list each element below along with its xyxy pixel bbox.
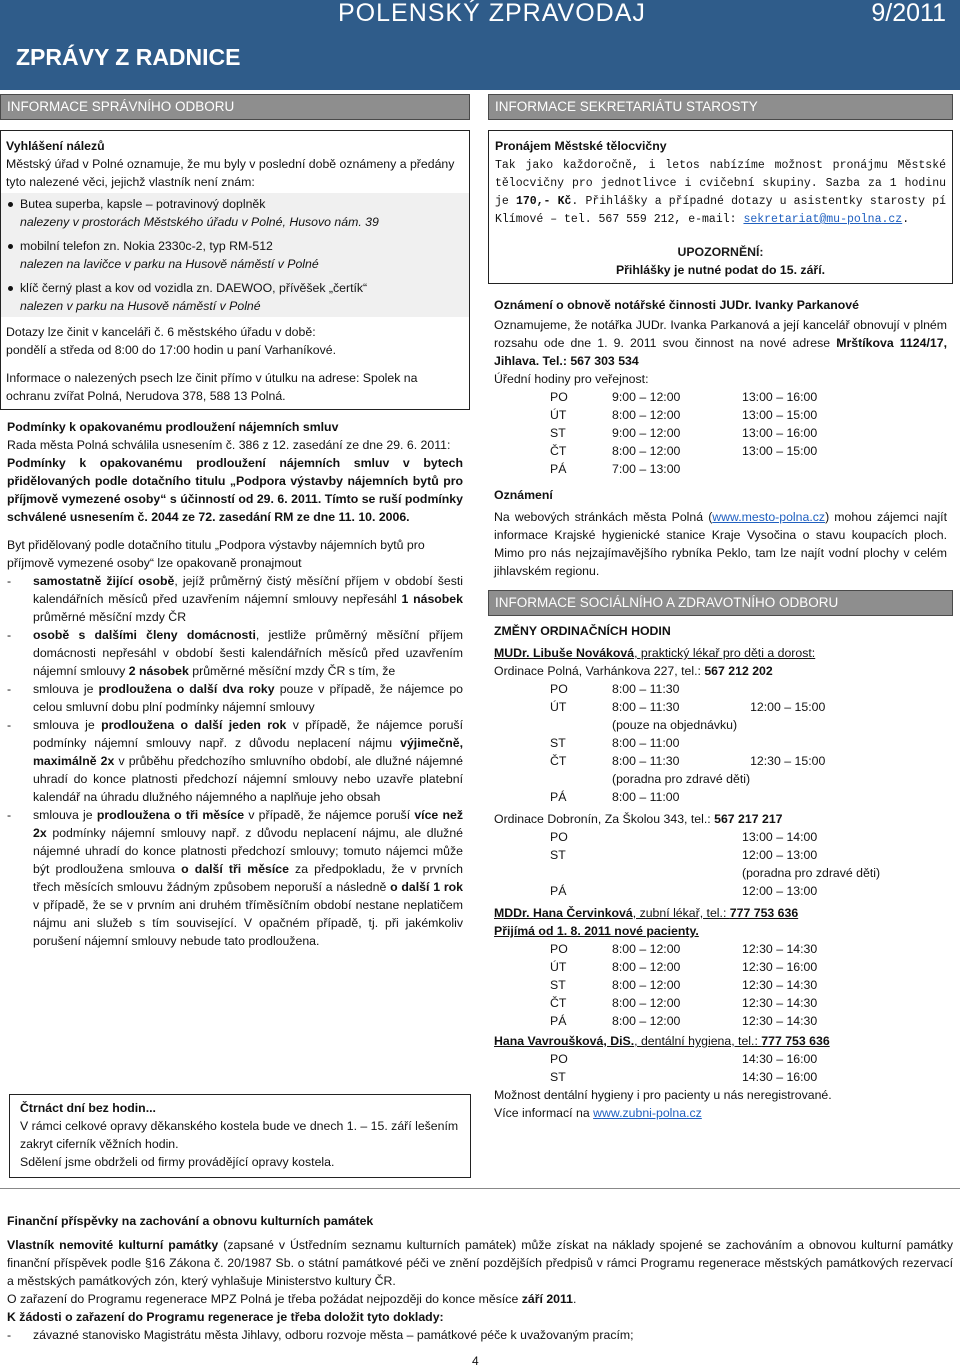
day-cell: ST [550, 848, 566, 862]
right-section-bar: INFORMACE SEKRETARIÁTU STAROSTY [488, 94, 953, 120]
found-item-location: nalezeny v prostorách Městského úřadu v Polné, Husovo nám. 39 [20, 215, 379, 229]
doctor-1-hours-2 [550, 828, 902, 900]
time-cell: 12:00 – 15:00 [750, 700, 826, 714]
found-item: Butea superba, kapsle – potravinový doplněk [6, 195, 464, 213]
day-cell: ST [550, 736, 566, 750]
doctor-1-office-1: Ordinace Polná, Varhánkova 227, tel.: 567 212 202 [494, 664, 773, 678]
notice-title: Oznámení [494, 488, 553, 502]
day-cell: ÚT [550, 700, 567, 714]
page-number: 4 [472, 1354, 479, 1368]
hours-row [550, 864, 902, 882]
publication-title: POLENSKÝ ZPRAVODAJ [338, 0, 646, 27]
church-box [9, 1094, 471, 1178]
doctor-1-office-2: Ordinace Dobronín, Za Školou 343, tel.: 567 217 217 [494, 812, 783, 826]
time-cell: (pouze na objednávku) [612, 718, 738, 732]
hours-row [550, 828, 902, 846]
left-section-bar: INFORMACE SPRÁVNÍHO ODBORU [0, 94, 470, 120]
doctors-section [488, 616, 953, 1122]
time-cell: (poradna pro zdravé děti) [612, 772, 751, 786]
hours-row [550, 716, 900, 734]
time-cell [612, 1050, 742, 1068]
monuments-title: Finanční příspěvky na zachování a obnovu kulturních památek [7, 1214, 374, 1228]
hours-row [550, 770, 900, 788]
header-band [0, 0, 960, 90]
day-cell: PO [550, 1052, 568, 1066]
hours-row [550, 846, 902, 864]
lease-condition-item: - smlouva je prodloužena o tři měsíce v případě, že nájemce poruší více než 2x podmínky nájemní smlouvy např. z důvodu neplacení nájmu, ale dlužné nájemné uhradí do konce platnosti předchozí smlouvy; tomuto nájemci může být prodloužena smlouva o další tři měsíce za předpokladu, že v prvních třech měsících smlouvu žádným způsobem neporuší a následně o další 1 rok v případě, že se v prvním ani druhém tříměsíčním období nestane neplatičem nájmu ani služeb s tím související. V opačném případě, tj. při jakémkoliv porušení nájemní smlouvy nebude tato prodloužena. [7, 806, 463, 950]
time-cell [612, 1068, 742, 1086]
finds-title: Vyhlášení nálezů [6, 139, 105, 153]
hours-row [550, 994, 892, 1012]
doctor-2-hours [550, 940, 892, 1030]
finds-box [0, 130, 470, 410]
finds-list [1, 193, 469, 317]
day-cell: ČT [550, 754, 567, 768]
time-cell [750, 734, 900, 752]
notary-text: Oznamujeme, že notářka JUDr. Ivanka Parkanová a její kancelář obnovují v plném rozsahu ode dne 1. 9. 2011 svou činnost na nové adrese Mrštíkova 1124/17, Jihlava. Tel.: 567 303 534 [494, 318, 947, 368]
time-cell: 9:00 – 12:00 [612, 426, 681, 440]
time-cell: 14:30 – 16:00 [742, 1052, 818, 1066]
found-item-location: nalezen na lavičce v parku na Husově náměstí v Polné [20, 257, 319, 271]
time-cell: 8:00 – 11:30 [612, 754, 680, 768]
lease-conditions: Podmínky k opakovanému prodloužení nájemních smluv v bytech přidělovaných podle dotačního titulu „Podpora výstavby nájemních bytů pro příjmově vymezené osoby“ s účinností od 29. 6. 2011. Tímto se ruší podmínky schválené usnesením č. 2044 ze 72. zasedání RM ze dne 11. 10. 2006. [7, 456, 463, 524]
doctor-3-hours [550, 1050, 892, 1086]
time-cell: 12:30 – 16:00 [742, 960, 818, 974]
time-cell: 8:00 – 12:00 [612, 960, 681, 974]
day-cell: PO [550, 682, 568, 696]
finds-contact-hours: pondělí a středa od 8:00 do 17:00 hodin u paní Varhaníkové. [6, 343, 336, 357]
hours-row [550, 424, 862, 442]
day-cell: PÁ [550, 884, 567, 898]
monuments-deadline: O zařazení do Programu regenerace MPZ Polná je třeba požádat nejpozději do konce měsíce září 2011. [7, 1292, 577, 1306]
monuments-docs-title: K žádosti o zařazení do Programu regenerace je třeba doložit tyto doklady: [7, 1310, 444, 1324]
day-cell: PO [550, 942, 568, 956]
bottom-divider [0, 1188, 960, 1189]
day-cell: ČT [550, 996, 567, 1010]
time-cell: 8:00 – 11:30 [612, 682, 680, 696]
time-cell: 8:00 – 12:00 [612, 942, 681, 956]
church-text: V rámci celkové opravy děkanského kostela bude ve dnech 1. – 15. září lešením zakryt ciferník věžních hodin. [20, 1119, 459, 1151]
doctor-1-hours-1 [550, 680, 900, 806]
time-cell: 12:30 – 15:00 [750, 754, 826, 768]
time-cell [750, 788, 900, 806]
day-cell: ST [550, 978, 566, 992]
time-cell: 8:00 – 12:00 [612, 444, 681, 458]
lease-condition-item: - smlouva je prodloužena o další dva roky pouze v případě, že nájemce po celou smluvní dobu plní podmínky nájemní smlouvy [7, 680, 463, 716]
time-cell: 8:00 – 12:00 [612, 1014, 681, 1028]
time-cell: 13:00 – 14:00 [742, 830, 818, 844]
hours-row [550, 1050, 892, 1068]
hours-row [550, 752, 900, 770]
notary-title: Oznámení o obnově notářské činnosti JUDr. Ivanky Parkanové [494, 298, 859, 312]
notary-section [488, 284, 953, 478]
time-cell: 13:00 – 15:00 [742, 444, 818, 458]
time-cell [612, 882, 742, 900]
hours-row [550, 388, 862, 406]
church-text-2: Sdělení jsme obdrželi od firmy provádějící opravy kostela. [20, 1155, 335, 1169]
changes-title: ZMĚNY ORDINAČNÍCH HODIN [494, 624, 671, 638]
time-cell [612, 846, 742, 864]
found-item: klíč černý plast a kov od vozidla zn. DAEWOO, přívěšek „čertík“ [6, 279, 464, 297]
time-cell: 7:00 – 13:00 [612, 462, 681, 476]
day-cell: ST [550, 426, 566, 440]
doctor-3-more: Více informací na www.zubni-polna.cz [494, 1106, 702, 1120]
time-cell: 12:30 – 14:30 [742, 1014, 818, 1028]
hours-row [550, 442, 862, 460]
lease-lead: Byt přidělovaný podle dotačního titulu „Podpora výstavby nájemních bytů pro příjmově vymezené osoby“ lze opakovaně pronajmout [7, 538, 425, 570]
day-cell [550, 864, 612, 882]
issue-number: 9/2011 [871, 0, 946, 27]
time-cell: 13:00 – 16:00 [742, 426, 818, 440]
hours-row [550, 698, 900, 716]
lease-title: Podmínky k opakovanému prodloužení nájemních smluv [7, 420, 339, 434]
time-cell: 8:00 – 11:00 [612, 736, 680, 750]
time-cell: 8:00 – 12:00 [612, 408, 681, 422]
hours-row [550, 1012, 892, 1030]
lease-condition-item: - samostatně žijící osobě, jejíž průměrný čistý měsíční příjem v období šesti kalendářních měsíců před uzavřením nájemní smlouvy nepřesáhl 1 násobek průměrné měsíční mzdy ČR [7, 572, 463, 626]
day-cell: PÁ [550, 1014, 567, 1028]
dental-website-link[interactable]: www.zubni-polna.cz [593, 1106, 702, 1120]
hours-row [550, 940, 892, 958]
day-cell: PO [550, 390, 568, 404]
time-cell [750, 770, 900, 788]
hours-row [550, 734, 900, 752]
gym-text: Tak jako každoročně, i letos nabízíme možnost pronájmu Městské tělocvičny pro jednotlivce i cvičební skupiny. Sazba za 1 hodinu je 170,- Kč. Přihlášky a případné dotazy u asistentky starosty pí Klímové – tel. 567 559 212, e-mail: sekretariat@mu-polna.cz. [495, 159, 946, 226]
hours-row [550, 680, 900, 698]
hours-row [550, 958, 892, 976]
monuments-text: Vlastník nemovité kulturní památky (zapsané v Ústředním seznamu kulturních památek) může získat na náklady spojené se zachováním a obnovou kulturní památky finanční příspěvek podle §16 Zákona č. 20/1987 Sb. o státní památkové péči ve znění pozdějších předpisů v rámci Programu regenerace městských památkových rezervací a městských památkových zón, který vyhlašuje Ministerstvo kultury ČR. [7, 1238, 953, 1288]
gym-box [488, 130, 953, 284]
day-cell: PO [550, 830, 568, 844]
time-cell [750, 716, 900, 734]
day-cell [550, 770, 612, 788]
hours-row [550, 460, 862, 478]
notice-text: Na webových stránkách města Polná (www.mesto-polna.cz) mohou zájemci najít informace Krajské hygienické stanice Kraje Vysočina o stavu koupacích ploch. Mimo pro nás nejzajímavějšího rybníka Peklo, tam lze najít vodní plochy v celém jihlavském regionu. [494, 510, 948, 578]
time-cell: 8:00 – 11:00 [612, 790, 680, 804]
lease-intro: Rada města Polná schválila usnesením č. 386 z 12. zasedání ze dne 29. 6. 2011: [7, 438, 451, 452]
monuments-doc-item: - závazné stanovisko Magistrátu města Jihlavy, odboru rozvoje města – památkové péče k uvažovaným pracím; [7, 1326, 953, 1344]
notary-hours-table [550, 388, 862, 478]
hours-row [550, 882, 902, 900]
day-cell: ÚT [550, 408, 567, 422]
found-item-location: nalezen v parku na Husově náměstí v Polné [20, 299, 261, 313]
time-cell: 8:00 – 11:30 [612, 700, 680, 714]
day-cell: PÁ [550, 462, 567, 476]
dogs-info: Informace o nalezených psech lze činit přímo v útulku na adrese: Spolek na ochranu zvířat Polná, Nerudova 378, 588 13 Polná. [6, 371, 418, 403]
section-title: ZPRÁVY Z RADNICE [16, 44, 241, 70]
gym-title: Pronájem Městské tělocvičny [495, 139, 667, 153]
day-cell [550, 716, 612, 734]
time-cell: 12:30 – 14:30 [742, 978, 818, 992]
gym-email-link[interactable]: sekretariat@mu-polna.cz [743, 213, 903, 226]
time-cell: 13:00 – 16:00 [742, 390, 818, 404]
doctor-2-header: MDDr. Hana Červinková, zubní lékař, tel.: 777 753 636 [494, 906, 799, 920]
time-cell [750, 680, 900, 698]
day-cell: ÚT [550, 960, 567, 974]
time-cell: 8:00 – 12:00 [612, 996, 681, 1010]
hours-row [550, 788, 900, 806]
time-cell: 12:30 – 14:30 [742, 942, 818, 956]
time-cell [742, 460, 862, 478]
gym-warning-title: UPOZORNĚNÍ: [677, 245, 764, 259]
time-cell: 12:00 – 13:00 [742, 848, 818, 862]
bottom-section [7, 1212, 953, 1344]
finds-intro: Městský úřad v Polné oznamuje, že mu byly v poslední době oznámeny a předány tyto nalezené věci, jejichž vlastník není znám: [6, 157, 455, 189]
right-column [488, 94, 953, 1122]
hours-row [550, 1068, 892, 1086]
time-cell: 12:30 – 14:30 [742, 996, 818, 1010]
lease-condition-item: - smlouva je prodloužena o další jeden rok v případě, že nájemce poruší podmínky nájemní smlouvy např. z důvodu neplacení nájmu výjimečně, maximálně 2x v průběhu předchozího smluvního období, ale dlužné nájemné uhradí do konce platnosti předchozí nájemní smlouvy nebo uzavře platební kalendář na úhradu dlužného nájemného a naplňuje jeho obsah [7, 716, 463, 806]
time-cell: 9:00 – 12:00 [612, 390, 681, 404]
time-cell: (poradna pro zdravé děti) [742, 866, 881, 880]
church-title: Čtrnáct dní bez hodin... [20, 1101, 156, 1115]
time-cell: 8:00 – 12:00 [612, 978, 681, 992]
time-cell: 14:30 – 16:00 [742, 1070, 818, 1084]
time-cell: 13:00 – 15:00 [742, 408, 818, 422]
left-column [0, 94, 470, 950]
doctor-1-header: MUDr. Libuše Nováková, praktický lékař pro děti a dorost: [494, 646, 816, 660]
doctor-3-header: Hana Vavroušková, DiS., dentální hygiena, tel.: 777 753 636 [494, 1034, 830, 1048]
hours-row [550, 406, 862, 424]
notice-section [488, 478, 953, 580]
doctor-3-note: Možnost dentální hygieny i pro pacienty u nás neregistrované. [494, 1088, 832, 1102]
finds-contact: Dotazy lze činit v kanceláři č. 6 městského úřadu v době: [6, 325, 316, 339]
day-cell: ČT [550, 444, 567, 458]
hours-row [550, 976, 892, 994]
city-website-link[interactable]: www.mesto-polna.cz [712, 510, 826, 524]
day-cell: PÁ [550, 790, 567, 804]
time-cell [612, 828, 742, 846]
found-item: mobilní telefon zn. Nokia 2330c-2, typ RM-512 [6, 237, 464, 255]
social-section-bar: INFORMACE SOCIÁLNÍHO A ZDRAVOTNÍHO ODBORU [488, 590, 953, 616]
lease-condition-item: - osobě s dalšími členy domácnosti, jestliže průměrný měsíční příjem domácnosti nepřesáhl v období šesti kalendářních měsíců před uzavřením nájemní smlouvy 2 násobek průměrné měsíční mzdy ČR s tím, že [7, 626, 463, 680]
notary-hours-label: Úřední hodiny pro veřejnost: [494, 372, 649, 386]
time-cell [612, 864, 742, 882]
gym-warning-text: Přihlášky je nutné podat do 15. září. [615, 263, 826, 277]
day-cell: ST [550, 1070, 566, 1084]
lease-section [0, 410, 470, 950]
time-cell: 12:00 – 13:00 [742, 884, 818, 898]
doctor-2-accepts: Přijímá od 1. 8. 2011 nové pacienty. [494, 924, 699, 938]
